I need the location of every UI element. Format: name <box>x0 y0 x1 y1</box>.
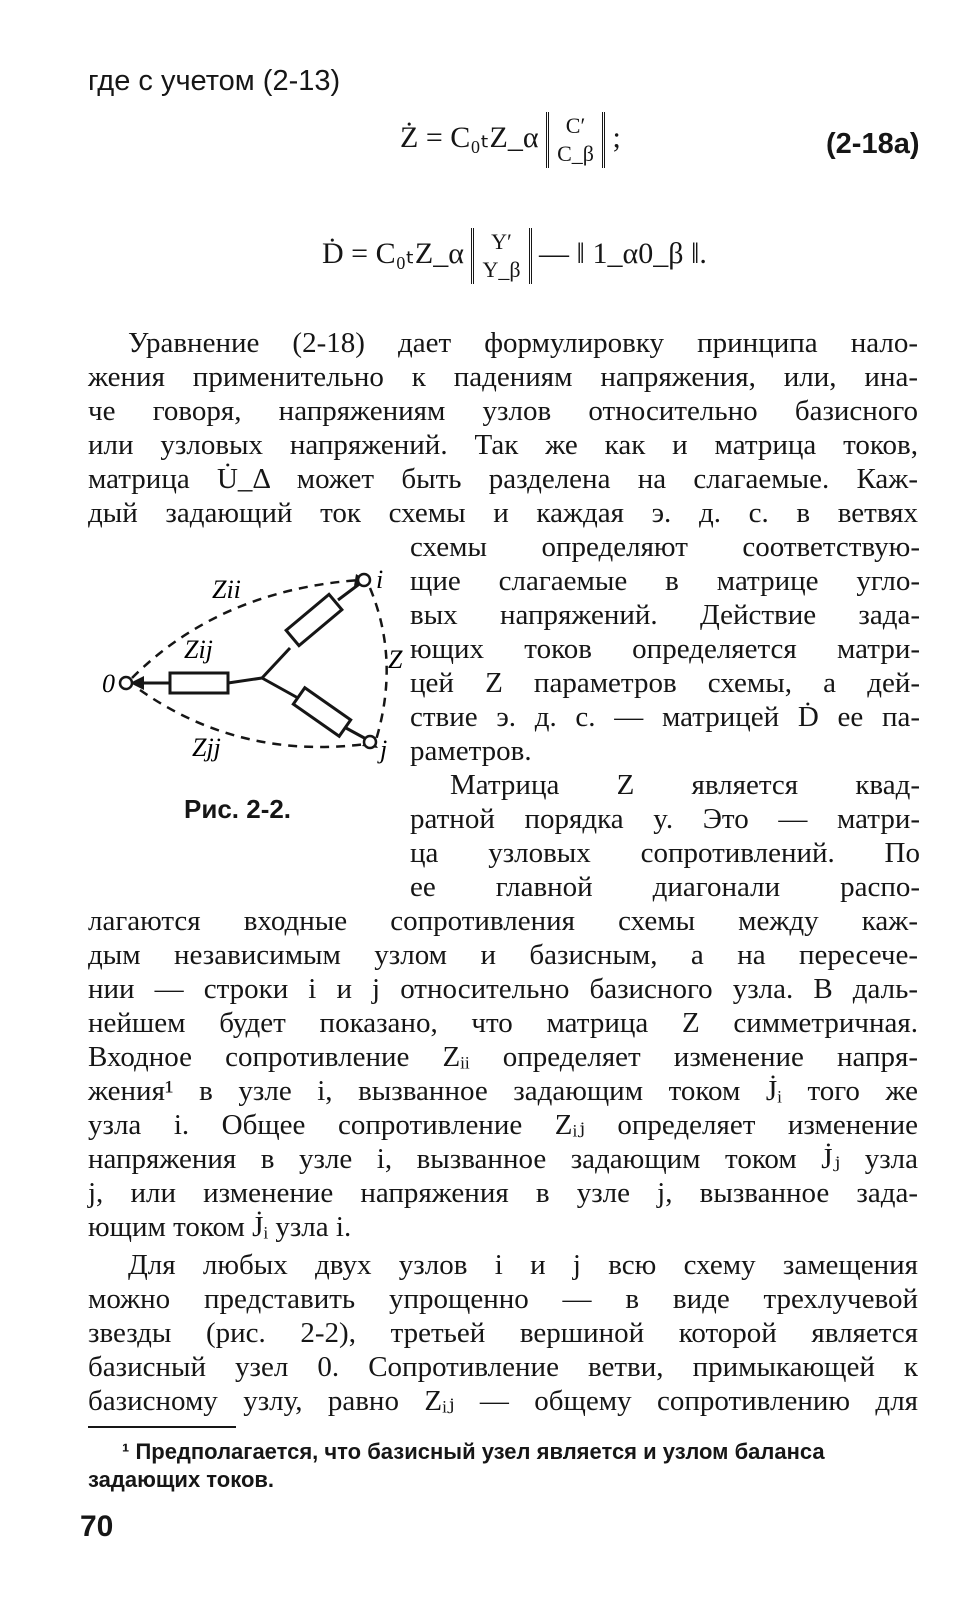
equation-number: (2-18a) <box>826 128 920 160</box>
para1-wrap-line: ствие э. д. с. — матрицей Ḋ ее па- <box>410 701 920 733</box>
para1-line: че говоря, напряжениям узлов относительно базисного <box>88 395 918 427</box>
para1-wrap-line: щие слагаемые в матрице угло- <box>410 565 920 597</box>
equation-b-lhs: Ḋ = C₀ₜZ_α <box>322 236 464 270</box>
para1-wrap-line: раметров. <box>410 735 532 767</box>
para2-line: жения¹ в узле i, вызванное задающим током J̇ᵢ того же <box>88 1075 918 1107</box>
label-zii: Zii <box>212 575 241 604</box>
label-zjj: Zjj <box>192 733 221 762</box>
node-j <box>364 736 376 748</box>
resistor-i <box>286 594 342 645</box>
intro-line: где с учетом (2-13) <box>88 65 341 97</box>
equation-a-matrix <box>546 112 605 168</box>
arc-z <box>370 588 387 740</box>
node-i <box>358 574 370 586</box>
branch-i-wire-lower <box>262 648 290 678</box>
para1-wrap-line: схемы определяют соответствую- <box>410 531 920 563</box>
equation-b-tail: — ‖ 1_α0_β ‖. <box>539 236 707 270</box>
equation-a-matrix-row2: C_β <box>557 141 594 166</box>
para2-line: нейшем будет показано, что матрица Z симметричная. <box>88 1007 918 1039</box>
branch-j-wire-lower <box>262 678 298 698</box>
label-node0: 0 <box>102 669 115 698</box>
resistor-j <box>293 688 350 737</box>
resistor-zij <box>170 673 228 693</box>
branch-i-wire-upper <box>338 582 362 600</box>
figure-caption: Рис. 2-2. <box>184 794 292 824</box>
para2-line: нии — строки i и j относительно базисного узла. В даль- <box>88 973 918 1005</box>
equation-a-matrix-row1: C′ <box>565 113 586 138</box>
equation-a-lhs: Ż = C₀ₜZ_α <box>400 120 539 154</box>
para1-wrap-line: цей Z параметров схемы, а дей- <box>410 667 920 699</box>
para3-line: звезды (рис. 2-2), третьей вершиной которой является <box>88 1317 918 1349</box>
para1-line: жения применительно к падениям напряжения, или, ина- <box>88 361 918 393</box>
label-z: Z <box>388 645 403 674</box>
para2-wrap-line: ее главной диагонали распо- <box>410 871 920 903</box>
branch-center-wire <box>228 678 262 683</box>
footnote-rule <box>88 1426 236 1428</box>
para2-wrap-line: ратной порядка y. Это — матри- <box>410 803 920 835</box>
para3-line: Для любых двух узлов i и j всю схему замещения <box>128 1249 918 1281</box>
para2-line: ющим током J̇ᵢ узла i. <box>88 1211 352 1243</box>
label-nodei: i <box>376 565 384 594</box>
para3-line: базисному узлу, равно Zᵢⱼ — общему сопротивлению для <box>88 1385 918 1417</box>
label-nodej: j <box>380 735 388 764</box>
para1-wrap-line: ющих токов определяется матри- <box>410 633 920 665</box>
equation-b-matrix-row1: Y′ <box>491 229 512 254</box>
equation-a-suffix: ; <box>612 120 621 154</box>
star-circuit-diagram <box>100 560 410 780</box>
equation-b-matrix-row2: Y_β <box>482 257 521 282</box>
equation-b <box>322 228 707 284</box>
footnote-line: ¹ Предполагается, что базисный узел является и узлом баланса <box>122 1439 825 1464</box>
para2-wrap-line: ца узловых сопротивлений. По <box>410 837 920 869</box>
para2-line: узла i. Общее сопротивление Zᵢⱼ определяет изменение <box>88 1109 918 1141</box>
equation-b-matrix <box>471 228 531 284</box>
equation-a <box>400 112 621 168</box>
page-number: 70 <box>80 1510 114 1543</box>
para2-line: дым независимым узлом и базисным, а на пересече- <box>88 939 918 971</box>
arc-zjj <box>140 690 366 747</box>
para2-line: Входное сопротивление Zᵢᵢ определяет изменение напря- <box>88 1041 918 1073</box>
para1-line: Уравнение (2-18) дает формулировку принципа нало- <box>128 327 918 359</box>
para2-line: напряжения в узле i, вызванное задающим током J̇ⱼ узла <box>88 1143 918 1175</box>
para1-wrap-line: вых напряжений. Действие зада- <box>410 599 920 631</box>
label-zij: Zij <box>184 635 213 664</box>
arc-zii <box>132 580 360 678</box>
footnote-line: задающих токов. <box>88 1467 275 1492</box>
para3-line: базисный узел 0. Сопротивление ветви, примыкающей к <box>88 1351 918 1383</box>
para3-line: можно представить упрощенно — в виде трехлучевой <box>88 1283 918 1315</box>
para2-line: лагаются входные сопротивления схемы между каж- <box>88 905 918 937</box>
para1-line: матрица U̇_Δ может быть разделена на слагаемые. Каж- <box>88 463 918 495</box>
para2-wrap-line: Матрица Z является квад- <box>450 769 920 801</box>
node-0 <box>120 677 132 689</box>
para2-line: j, или изменение напряжения в узле j, вызванное зада- <box>88 1177 918 1209</box>
para1-line: или узловых напряжений. Так же как и матрица токов, <box>88 429 918 461</box>
para1-line: дый задающий ток схемы и каждая э. д. с. в ветвях <box>88 497 918 529</box>
